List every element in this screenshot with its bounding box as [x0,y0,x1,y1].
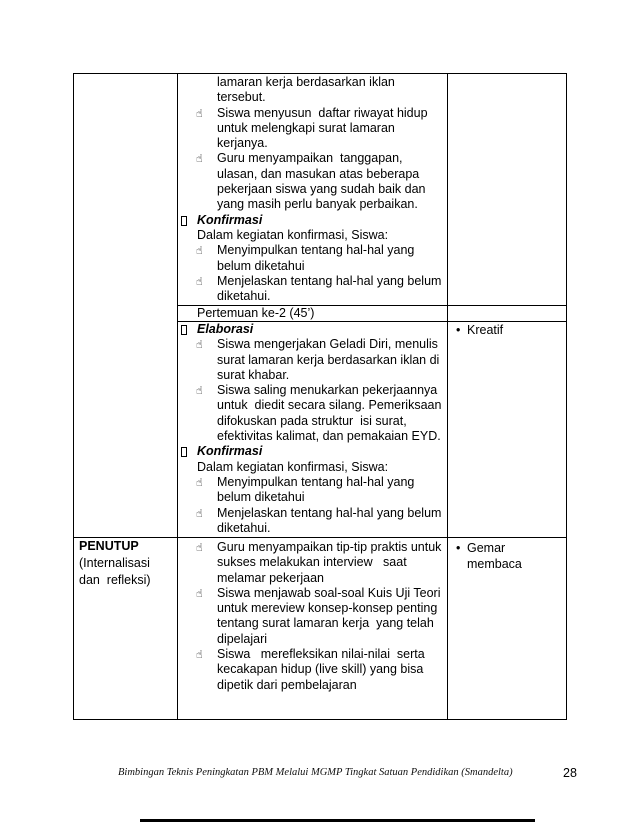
value-cell [447,537,566,719]
stage-cell [73,73,177,537]
pointing-hand-icon [196,540,208,555]
activity-item-line: Siswa menjawab soal-soal Kuis Uji Teori [217,585,441,600]
activity-item-line: melamar pekerjaan [217,570,324,585]
value-line: membaca [467,557,522,571]
lesson-plan-table [73,73,567,720]
value-cell [447,321,566,537]
section-intro: Dalam kegiatan konfirmasi, Siswa: [197,227,389,242]
stage-subtitle-line: dan refleksi) [79,573,151,587]
elaborasi-section [178,322,447,444]
activity-item-line: Guru menyampaikan tanggapan, [217,151,403,166]
square-bullet-icon [181,216,187,226]
activity-item-line: diketahui. [217,520,271,535]
pointing-hand-icon [196,106,208,121]
activity-item-line: diketahui. [217,289,271,304]
activity-item-line: belum diketahui [217,490,305,505]
activity-item-line: sukses melakukan interview saat [217,555,407,570]
activity-item [178,106,447,152]
activity-item [178,151,447,212]
section-heading: Konfirmasi [197,212,263,227]
activity-item-line: Siswa menyusun daftar riwayat hidup [217,105,428,120]
value-line: Gemar [467,541,506,555]
activity-item-line: surat lamaran kerja berdasarkan iklan di [217,352,440,367]
meeting-cell [177,305,447,321]
activity-item-line: dipetik dari pembelajaran [217,677,357,692]
continued-line: lamaran kerja berdasarkan iklan [217,75,395,89]
activity-item-line: kerjanya. [217,136,268,151]
activity-content [178,75,447,304]
stage-title: PENUTUP [79,539,139,553]
activity-item-line: difokuskan pada struktur isi surat, [217,413,407,428]
pointing-hand-icon [196,506,208,521]
activity-item [178,243,447,274]
activity-item [178,475,447,506]
activity-item [178,383,447,444]
activity-item-line: Menyimpulkan tentang hal-hal yang [217,243,415,258]
pointing-hand-icon [196,383,208,398]
activity-item [178,274,447,305]
section-heading: Elaborasi [197,322,254,336]
activity-item [178,540,447,586]
character-values [448,322,566,338]
activity-item-line: surat khabar. [217,367,290,382]
activity-item-line: untuk melengkapi surat lamaran [217,120,395,135]
value-item [448,322,566,338]
section-heading: Konfirmasi [197,444,263,459]
konfirmasi-section [178,213,447,305]
pointing-hand-icon [196,337,208,352]
activity-item-line: untuk mereview konsep-konsep penting [217,601,438,616]
pointing-hand-icon [196,151,208,166]
activity-item-line: Menjelaskan tentang hal-hal yang belum [217,273,442,288]
activity-item-line: untuk diedit secara silang. Pemeriksaan [217,398,442,413]
activity-item-line: Siswa merefleksikan nilai-nilai serta [217,647,425,662]
activity-item-line: kecakapan hidup (live skill) yang bisa [217,662,424,677]
activity-item-line: belum diketahui [217,258,305,273]
activity-item-line: Siswa saling menukarkan pekerjaannya [217,383,438,398]
square-bullet-icon [181,325,187,335]
activity-item [178,647,447,693]
activity-item [178,506,447,537]
activity-content [178,322,447,536]
value-item [448,540,566,572]
square-bullet-icon [181,447,187,457]
bullet-icon [456,540,460,556]
stage-subtitle-line: (Internalisasi [79,556,150,570]
activity-item-line: Menjelaskan tentang hal-hal yang belum [217,505,442,520]
activity-item [178,586,447,647]
pointing-hand-icon [196,586,208,601]
activity-item-line: yang masih perlu banyak perbaikan. [217,197,418,212]
bullet-icon [456,322,460,338]
activity-item-line: tentang surat lamaran kerja yang telah [217,616,434,631]
stage-cell [73,537,177,719]
pointing-hand-icon [196,274,208,289]
activity-item-line: ulasan, dan masukan atas beberapa [217,166,420,181]
meeting-label: Pertemuan ke-2 (45’) [197,306,315,320]
continued-line: tersebut. [217,90,266,105]
activity-cell [177,321,447,537]
activity-item-line: dipelajari [217,631,268,646]
footer-text: Bimbingan Teknis Peningkatan PBM Melalui MGMP Tingkat Satuan Pendidikan (Smandelta) [118,767,513,778]
section-intro: Dalam kegiatan konfirmasi, Siswa: [197,459,389,474]
stage-label [79,538,151,589]
value-line: Kreatif [467,323,504,337]
pointing-hand-icon [196,475,208,490]
activity-content [178,540,447,693]
character-values [448,540,566,572]
activity-item-line: Siswa mengerjakan Geladi Diri, menulis [217,337,438,352]
value-cell [447,305,566,321]
value-cell [447,73,566,305]
activity-cell [177,537,447,719]
pointing-hand-icon [196,647,208,662]
bottom-rule [140,819,535,822]
activity-cell [177,73,447,305]
activity-item-line: Guru menyampaikan tip-tip praktis untuk [217,540,442,554]
pointing-hand-icon [196,243,208,258]
activity-item-line: efektivitas kalimat, dan pemakaian EYD. [217,429,441,444]
konfirmasi-section [178,444,447,536]
page-number: 28 [563,766,577,780]
activity-item-line: Menyimpulkan tentang hal-hal yang [217,474,415,489]
activity-item-line: pekerjaan siswa yang sudah baik dan [217,182,426,197]
activity-item [178,337,447,383]
